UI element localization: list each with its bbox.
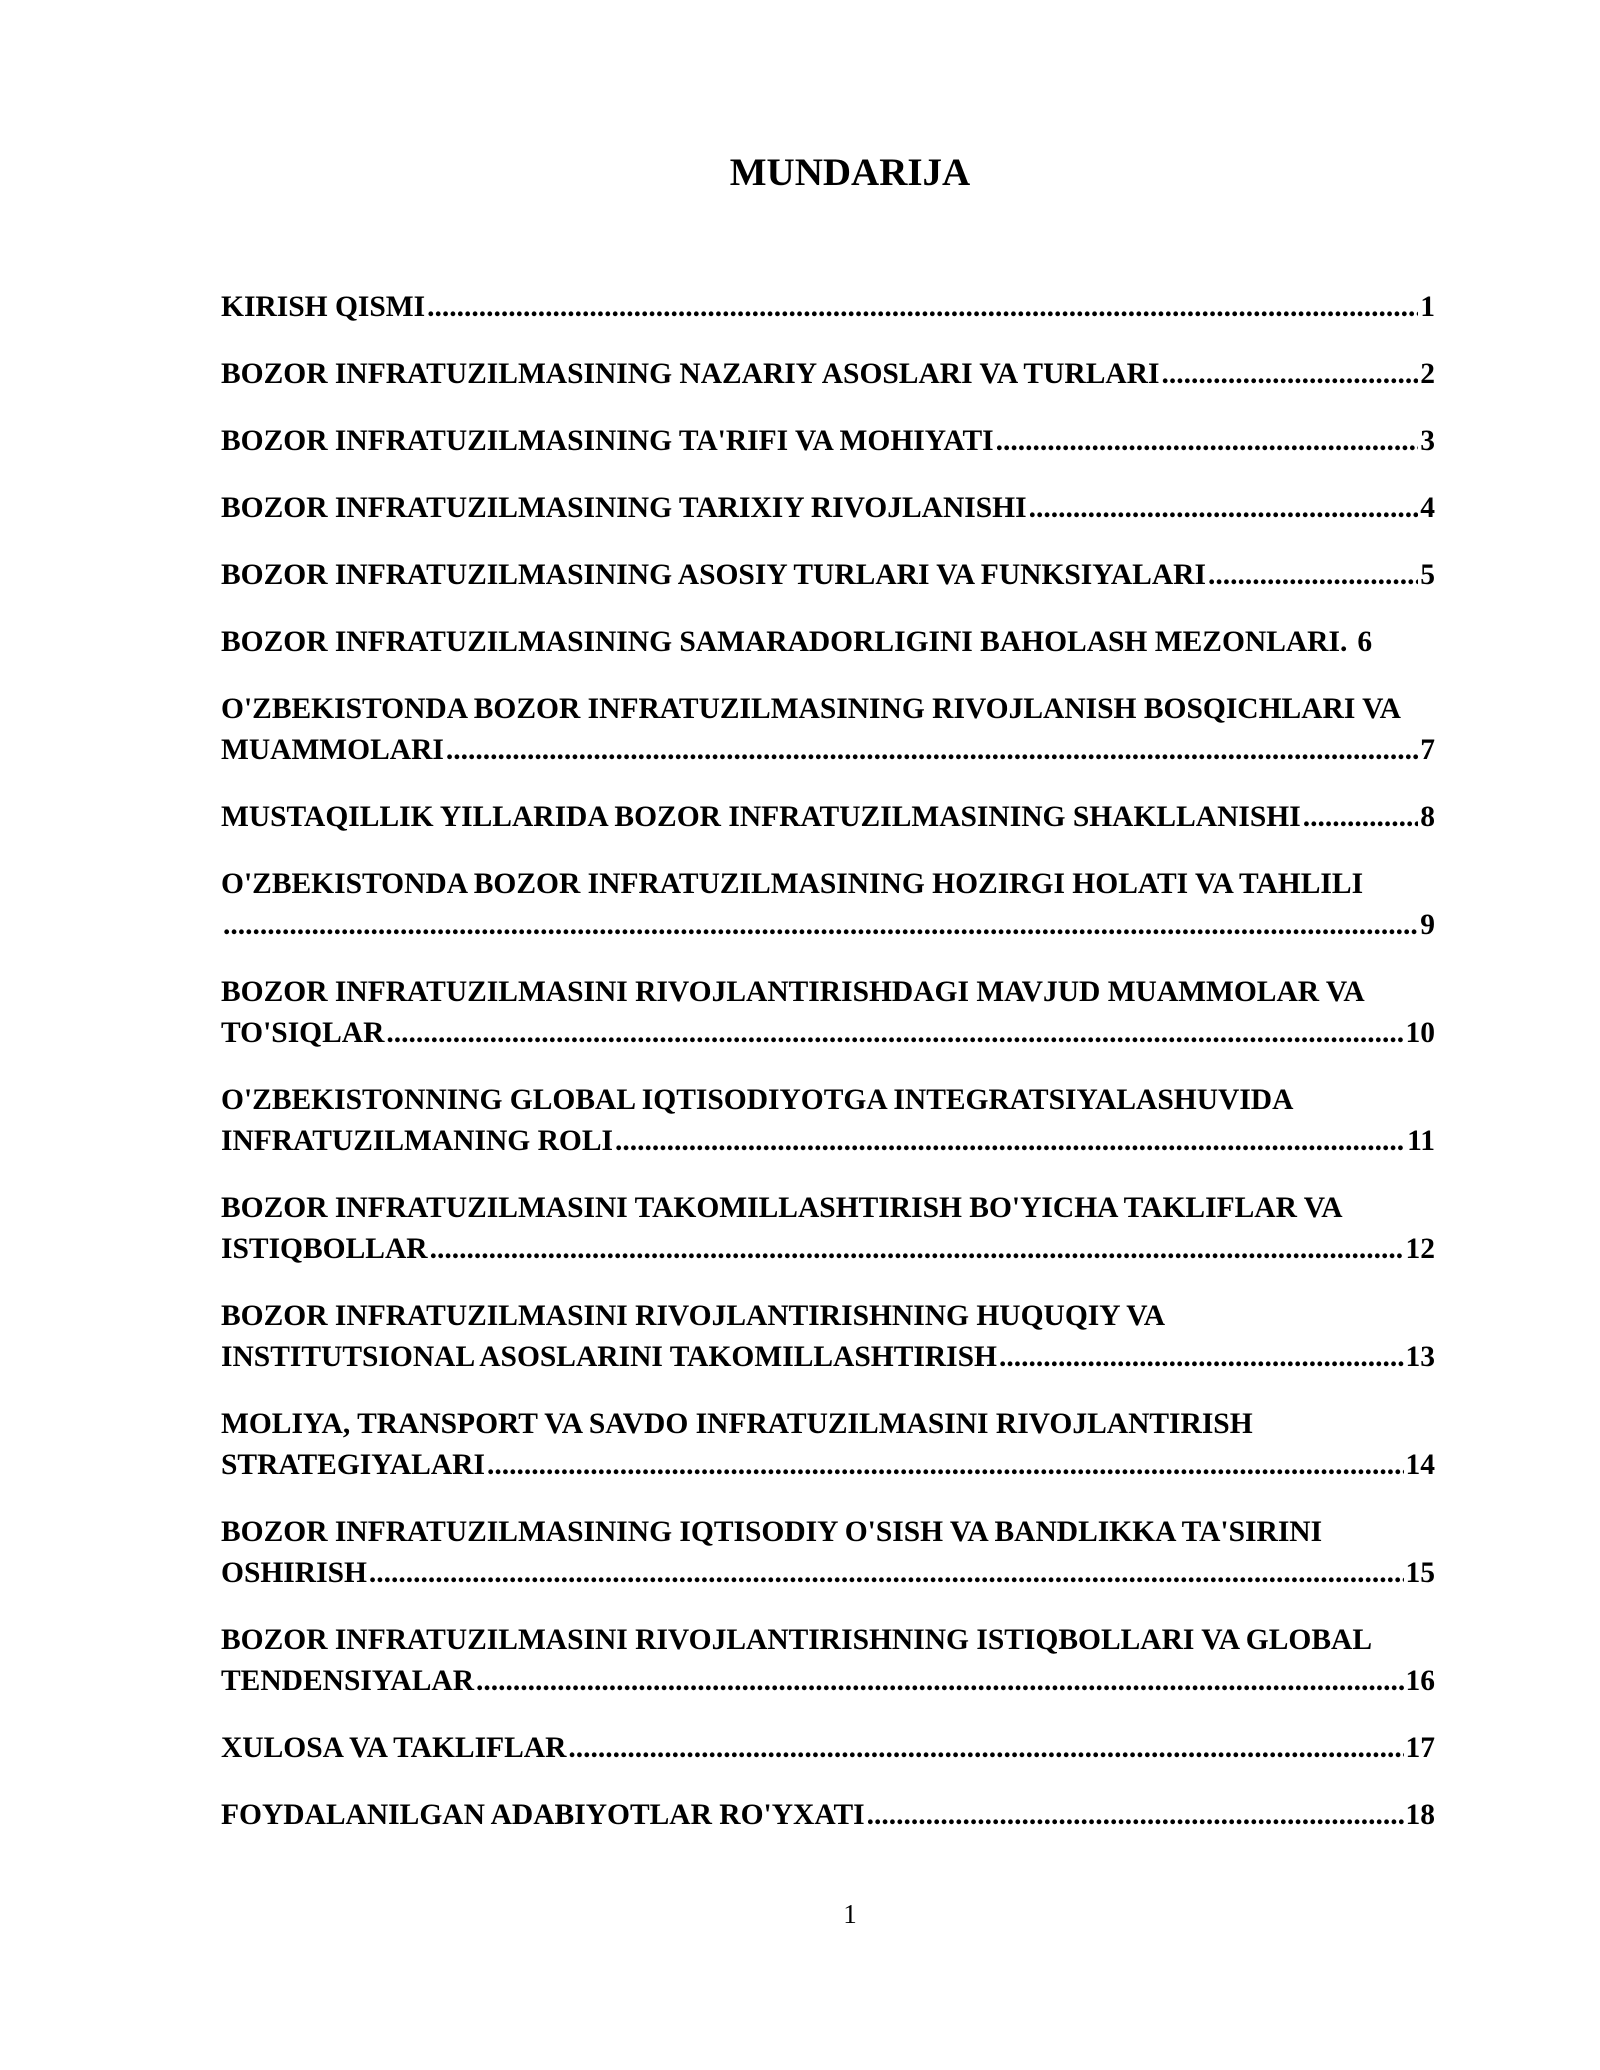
toc-entry[interactable] [221,488,1435,529]
toc-entry[interactable] [221,1728,1435,1769]
toc-entry-title-line-2: STRATEGIYALARI [221,1449,485,1481]
toc-entry-title: BOZOR INFRATUZILMASINING ASOSIY TURLARI VA FUNKSIYALARI [221,559,1206,591]
toc-entry-title: FOYDALANILGAN ADABIYOTLAR RO'YXATI [221,1799,865,1831]
toc-entry[interactable] [221,797,1435,838]
toc-dot-leader [1029,488,1419,529]
toc-dot-leader [487,1445,1404,1486]
toc-entry-title-line-1: O'ZBEKISTONDA BOZOR INFRATUZILMASINING HOZIRGI HOLATI VA TAHLILI [221,868,1364,900]
toc-page-number: 4 [1420,492,1435,524]
toc-entry-title: BOZOR INFRATUZILMASINING SAMARADORLIGINI BAHOLASH MEZONLARI. [221,626,1348,658]
toc-entry[interactable] [221,972,1435,1054]
toc-page-number: 6 [1357,626,1373,658]
toc-page-number: 17 [1405,1732,1435,1764]
toc-page-number: 7 [1420,734,1435,766]
toc-entry-title: XULOSA VA TAKLIFLAR [221,1732,567,1764]
toc-entry-title: KIRISH QISMI [221,291,426,323]
toc-dot-leader [568,1728,1403,1769]
toc-page-number: 15 [1405,1557,1435,1589]
toc-entry-title-line-1: BOZOR INFRATUZILMASINI RIVOJLANTIRISHDAGI MAVJUD MUAMMOLAR VA [221,976,1365,1008]
toc-dot-leader [996,421,1419,462]
toc-entry-title-line-2: OSHIRISH [221,1557,367,1589]
toc-dot-leader [615,1121,1405,1162]
toc-page-number: 3 [1420,425,1435,457]
toc-entry-title-line-2: TO'SIQLAR [221,1017,385,1049]
toc-entry-title-line-2: ISTIQBOLLAR [221,1233,428,1265]
toc-page-number: 5 [1420,559,1435,591]
toc-dot-leader [430,1229,1404,1270]
toc-entry[interactable] [221,1080,1435,1162]
toc-dot-leader [223,905,1418,946]
toc-entry[interactable] [221,1512,1435,1594]
toc-page-number: 9 [1420,909,1435,941]
toc-entry[interactable] [221,622,1435,663]
toc-entry-title: MUSTAQILLIK YILLARIDA BOZOR INFRATUZILMASINING SHAKLLANISHI [221,801,1301,833]
toc-entry-title: BOZOR INFRATUZILMASINING TA'RIFI VA MOHIYATI [221,425,994,457]
toc-dot-leader [1208,555,1418,596]
toc-entry-title-line-1: O'ZBEKISTONNING GLOBAL IQTISODIYOTGA INTEGRATSIYALASHUVIDA [221,1084,1294,1116]
toc-page-number: 11 [1407,1125,1435,1157]
page-title: MUNDARIJA [729,151,971,194]
toc-dot-leader [476,1661,1403,1702]
toc-page-number: 2 [1420,358,1435,390]
toc-entry-title-line-2: INFRATUZILMANING ROLI [221,1125,613,1157]
toc-dot-leader [1161,354,1418,395]
toc-entry[interactable] [221,421,1435,462]
toc-dot-leader [1303,797,1419,838]
toc-page-number: 18 [1405,1799,1435,1831]
toc-page-number: 10 [1405,1017,1435,1049]
toc-page-number: 13 [1405,1341,1435,1373]
toc-entry[interactable] [221,864,1435,946]
toc-page-number: 12 [1405,1233,1435,1265]
toc-entry[interactable] [221,1795,1435,1836]
toc-dot-leader [386,1013,1403,1054]
toc-entry[interactable] [221,287,1435,328]
toc-entry-title-line-1: BOZOR INFRATUZILMASINI RIVOJLANTIRISHNING HUQUQIY VA [221,1300,1166,1332]
toc-entry-title-line-1: BOZOR INFRATUZILMASINING IQTISODIY O'SISH VA BANDLIKKA TA'SIRINI [221,1516,1323,1548]
toc-dot-leader [427,287,1418,328]
toc-dot-leader [999,1337,1403,1378]
toc-entry-title-line-1: O'ZBEKISTONDA BOZOR INFRATUZILMASINING RIVOJLANISH BOSQICHLARI VA [221,693,1401,725]
toc-entry[interactable] [221,689,1503,771]
toc-entry-title-line-2: TENDENSIYALAR [221,1665,475,1697]
page-number: 1 [843,1899,857,1929]
toc-entry[interactable] [221,555,1435,596]
toc-page-number: 8 [1420,801,1435,833]
toc-entry-title: BOZOR INFRATUZILMASINING TARIXIY RIVOJLANISHI [221,492,1027,524]
toc-page-number: 16 [1405,1665,1435,1697]
toc-page-number: 1 [1420,291,1435,323]
toc-dot-leader [867,1795,1404,1836]
toc-entry[interactable] [221,1296,1435,1378]
toc-page-number: 14 [1405,1449,1435,1481]
toc-entry[interactable] [221,1404,1435,1486]
toc-entry[interactable] [221,1188,1435,1270]
toc-entry[interactable] [221,354,1435,395]
toc-entry-title-line-1: BOZOR INFRATUZILMASINI TAKOMILLASHTIRISH BO'YICHA TAKLIFLAR VA [221,1192,1343,1224]
toc-entry-title-line-2: MUAMMOLARI [221,734,444,766]
toc-entry-title-line-1: MOLIYA, TRANSPORT VA SAVDO INFRATUZILMASINI RIVOJLANTIRISH [221,1408,1253,1440]
table-of-contents [221,287,1435,1862]
toc-dot-leader [446,730,1418,771]
toc-entry-title: BOZOR INFRATUZILMASINING NAZARIY ASOSLARI VA TURLARI [221,358,1160,390]
toc-entry[interactable] [221,1620,1503,1702]
toc-entry-title-line-2: INSTITUTSIONAL ASOSLARINI TAKOMILLASHTIRISH [221,1341,998,1373]
toc-entry-title-line-1: BOZOR INFRATUZILMASINI RIVOJLANTIRISHNING ISTIQBOLLARI VA GLOBAL [221,1624,1373,1656]
toc-dot-leader [369,1553,1404,1594]
